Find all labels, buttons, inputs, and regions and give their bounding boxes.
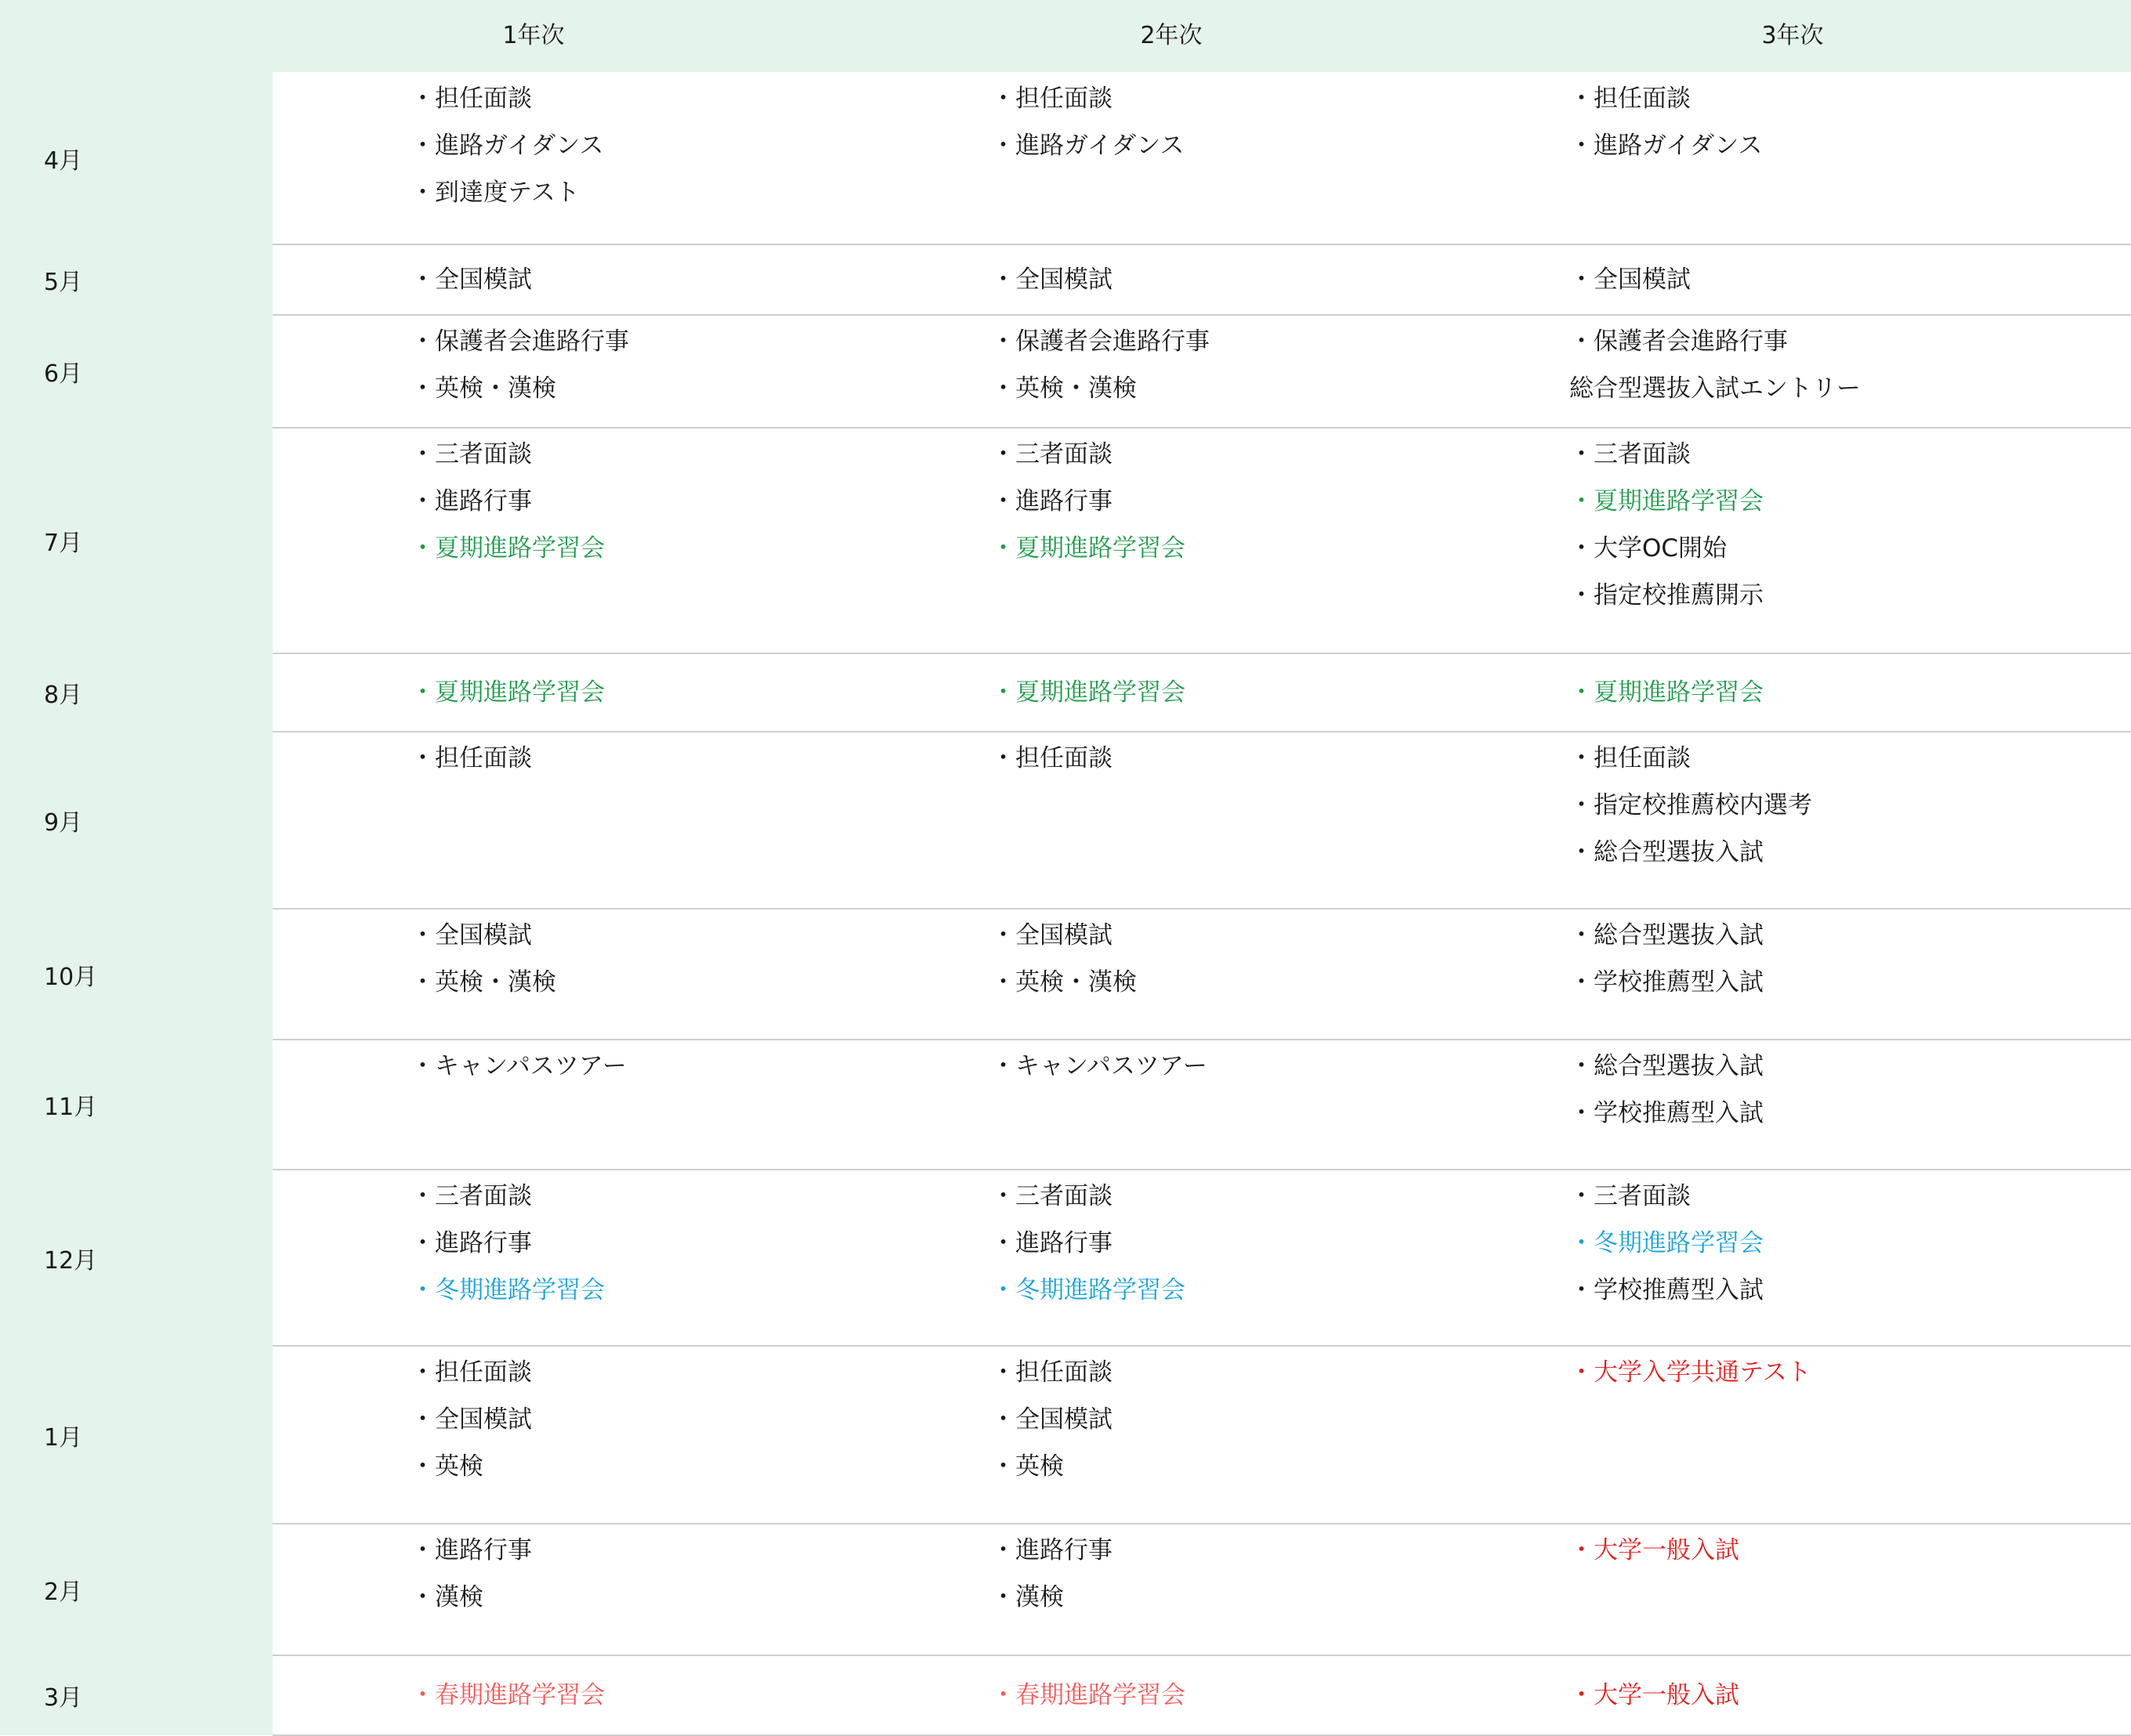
schedule-item: ・保護者会進路行事: [991, 327, 1210, 356]
month-label: 9月: [44, 809, 83, 837]
month-label: 11月: [44, 1094, 98, 1121]
schedule-item: ・指定校推薦開示: [1569, 581, 1764, 609]
table-row: [0, 1170, 2131, 1346]
schedule-item: ・全国模試: [991, 921, 1113, 949]
table-row: [0, 909, 2131, 1040]
schedule-item: ・夏期進路学習会: [1569, 487, 1764, 515]
month-label: 2月: [44, 1579, 83, 1606]
month-cell: [0, 428, 273, 653]
schedule-item: ・総合型選抜入試: [1569, 921, 1764, 949]
schedule-item: ・担任面談: [1569, 744, 1691, 772]
table-row: [0, 1040, 2131, 1170]
schedule-item: ・英検: [411, 1452, 483, 1481]
schedule-item: ・漢検: [991, 1583, 1064, 1611]
schedule-item: ・全国模試: [411, 1405, 532, 1434]
schedule-item: ・英検・漢検: [411, 374, 556, 403]
schedule-item: ・三者面談: [1569, 1182, 1691, 1210]
schedule-item: ・全国模試: [1569, 266, 1691, 294]
schedule-item: ・全国模試: [411, 266, 532, 294]
month-label: 12月: [44, 1246, 98, 1275]
schedule-item: ・進路行事: [411, 1536, 532, 1564]
schedule-item: ・夏期進路学習会: [411, 534, 605, 562]
schedule-item: 総合型選抜入試エントリー: [1569, 374, 1861, 403]
month-cell: [0, 1040, 273, 1170]
schedule-item: ・三者面談: [411, 1182, 532, 1210]
schedule-item: ・担任面談: [1569, 85, 1691, 113]
schedule-item: ・全国模試: [991, 1405, 1113, 1434]
schedule-item: ・進路ガイダンス: [1569, 132, 1763, 160]
schedule-item: ・総合型選抜入試: [1569, 838, 1764, 866]
schedule-item: ・三者面談: [1569, 440, 1691, 468]
table-row: [0, 1524, 2131, 1655]
schedule-item: ・冬期進路学習会: [991, 1276, 1185, 1304]
schedule-item: ・大学一般入試: [1569, 1536, 1739, 1564]
month-label: 5月: [44, 269, 83, 296]
header-year-2: 2年次: [1140, 22, 1203, 49]
schedule-item: ・英検・漢検: [411, 968, 556, 996]
month-cell: [0, 244, 273, 315]
month-cell: [0, 1170, 273, 1346]
header-year-1: 1年次: [502, 22, 565, 49]
schedule-item: ・キャンパスツアー: [411, 1052, 627, 1080]
month-cell: [0, 732, 273, 909]
table-row: [0, 1346, 2131, 1524]
schedule-item: ・学校推薦型入試: [1569, 968, 1764, 996]
schedule-item: ・担任面談: [991, 85, 1113, 113]
schedule-item: ・三者面談: [991, 1182, 1113, 1210]
month-cell: [0, 1346, 273, 1524]
schedule-item: ・冬期進路学習会: [411, 1276, 605, 1304]
schedule-item: ・進路ガイダンス: [411, 132, 604, 160]
month-cell: [0, 909, 273, 1040]
schedule-item: ・指定校推薦校内選考: [1569, 791, 1812, 819]
table-header: [0, 0, 2131, 72]
schedule-item: ・総合型選抜入試: [1569, 1052, 1764, 1080]
table-row: [0, 428, 2131, 653]
schedule-item: ・全国模試: [991, 266, 1113, 294]
schedule-item: ・大学入学共通テスト: [1569, 1358, 1811, 1387]
month-cell: [0, 315, 273, 428]
schedule-item: ・英検: [991, 1452, 1064, 1481]
month-cell: [0, 653, 273, 732]
table-row: [0, 72, 2131, 244]
schedule-item: ・保護者会進路行事: [411, 327, 629, 356]
schedule-item: ・キャンパスツアー: [991, 1052, 1207, 1080]
schedule-item: ・漢検: [411, 1583, 483, 1611]
table-row: [0, 315, 2131, 428]
schedule-item: ・担任面談: [411, 1358, 532, 1387]
month-label: 6月: [44, 360, 83, 388]
schedule-item: ・英検・漢検: [991, 968, 1137, 996]
schedule-item: ・進路行事: [991, 1229, 1113, 1257]
schedule-item: ・冬期進路学習会: [1569, 1229, 1764, 1257]
schedule-item: ・進路行事: [991, 487, 1113, 515]
month-cell: [0, 1655, 273, 1735]
table-row: [0, 653, 2131, 732]
table-row: [0, 244, 2131, 315]
schedule-item: ・夏期進路学習会: [991, 534, 1185, 562]
table-row: [0, 1655, 2131, 1735]
schedule-item: ・春期進路学習会: [991, 1681, 1185, 1709]
month-label: 3月: [44, 1684, 83, 1712]
schedule-item: ・進路ガイダンス: [991, 132, 1185, 160]
schedule-item: ・春期進路学習会: [411, 1681, 605, 1709]
table-row: [0, 732, 2131, 909]
schedule-item: ・夏期進路学習会: [991, 678, 1185, 707]
month-cell: [0, 1524, 273, 1655]
schedule-item: ・担任面談: [991, 1358, 1113, 1387]
schedule-item: ・学校推薦型入試: [1569, 1276, 1764, 1304]
schedule-item: ・全国模試: [411, 921, 532, 949]
header-year-3: 3年次: [1761, 22, 1824, 49]
schedule-item: ・大学OC開始: [1569, 534, 1728, 562]
schedule-item: ・担任面談: [411, 744, 532, 772]
schedule-item: ・大学一般入試: [1569, 1681, 1739, 1709]
month-label: 7月: [44, 530, 83, 557]
schedule-item: ・三者面談: [991, 440, 1113, 468]
schedule-item: ・担任面談: [411, 85, 532, 113]
schedule-item: ・夏期進路学習会: [1569, 678, 1764, 707]
schedule-item: ・夏期進路学習会: [411, 678, 605, 707]
schedule-item: ・学校推薦型入試: [1569, 1099, 1764, 1127]
schedule-item: ・三者面談: [411, 440, 532, 468]
month-label: 1月: [44, 1423, 83, 1452]
month-label: 8月: [44, 682, 83, 709]
schedule-item: ・保護者会進路行事: [1569, 327, 1788, 356]
schedule-item: ・進路行事: [411, 487, 532, 515]
schedule-item: ・進路行事: [991, 1536, 1113, 1564]
schedule-item: ・英検・漢検: [991, 374, 1137, 403]
month-label: 4月: [44, 147, 83, 175]
schedule-item: ・到達度テスト: [411, 179, 580, 207]
schedule-item: ・担任面談: [991, 744, 1113, 772]
month-cell: [0, 72, 273, 244]
month-label: 10月: [44, 963, 98, 991]
schedule-item: ・進路行事: [411, 1229, 532, 1257]
